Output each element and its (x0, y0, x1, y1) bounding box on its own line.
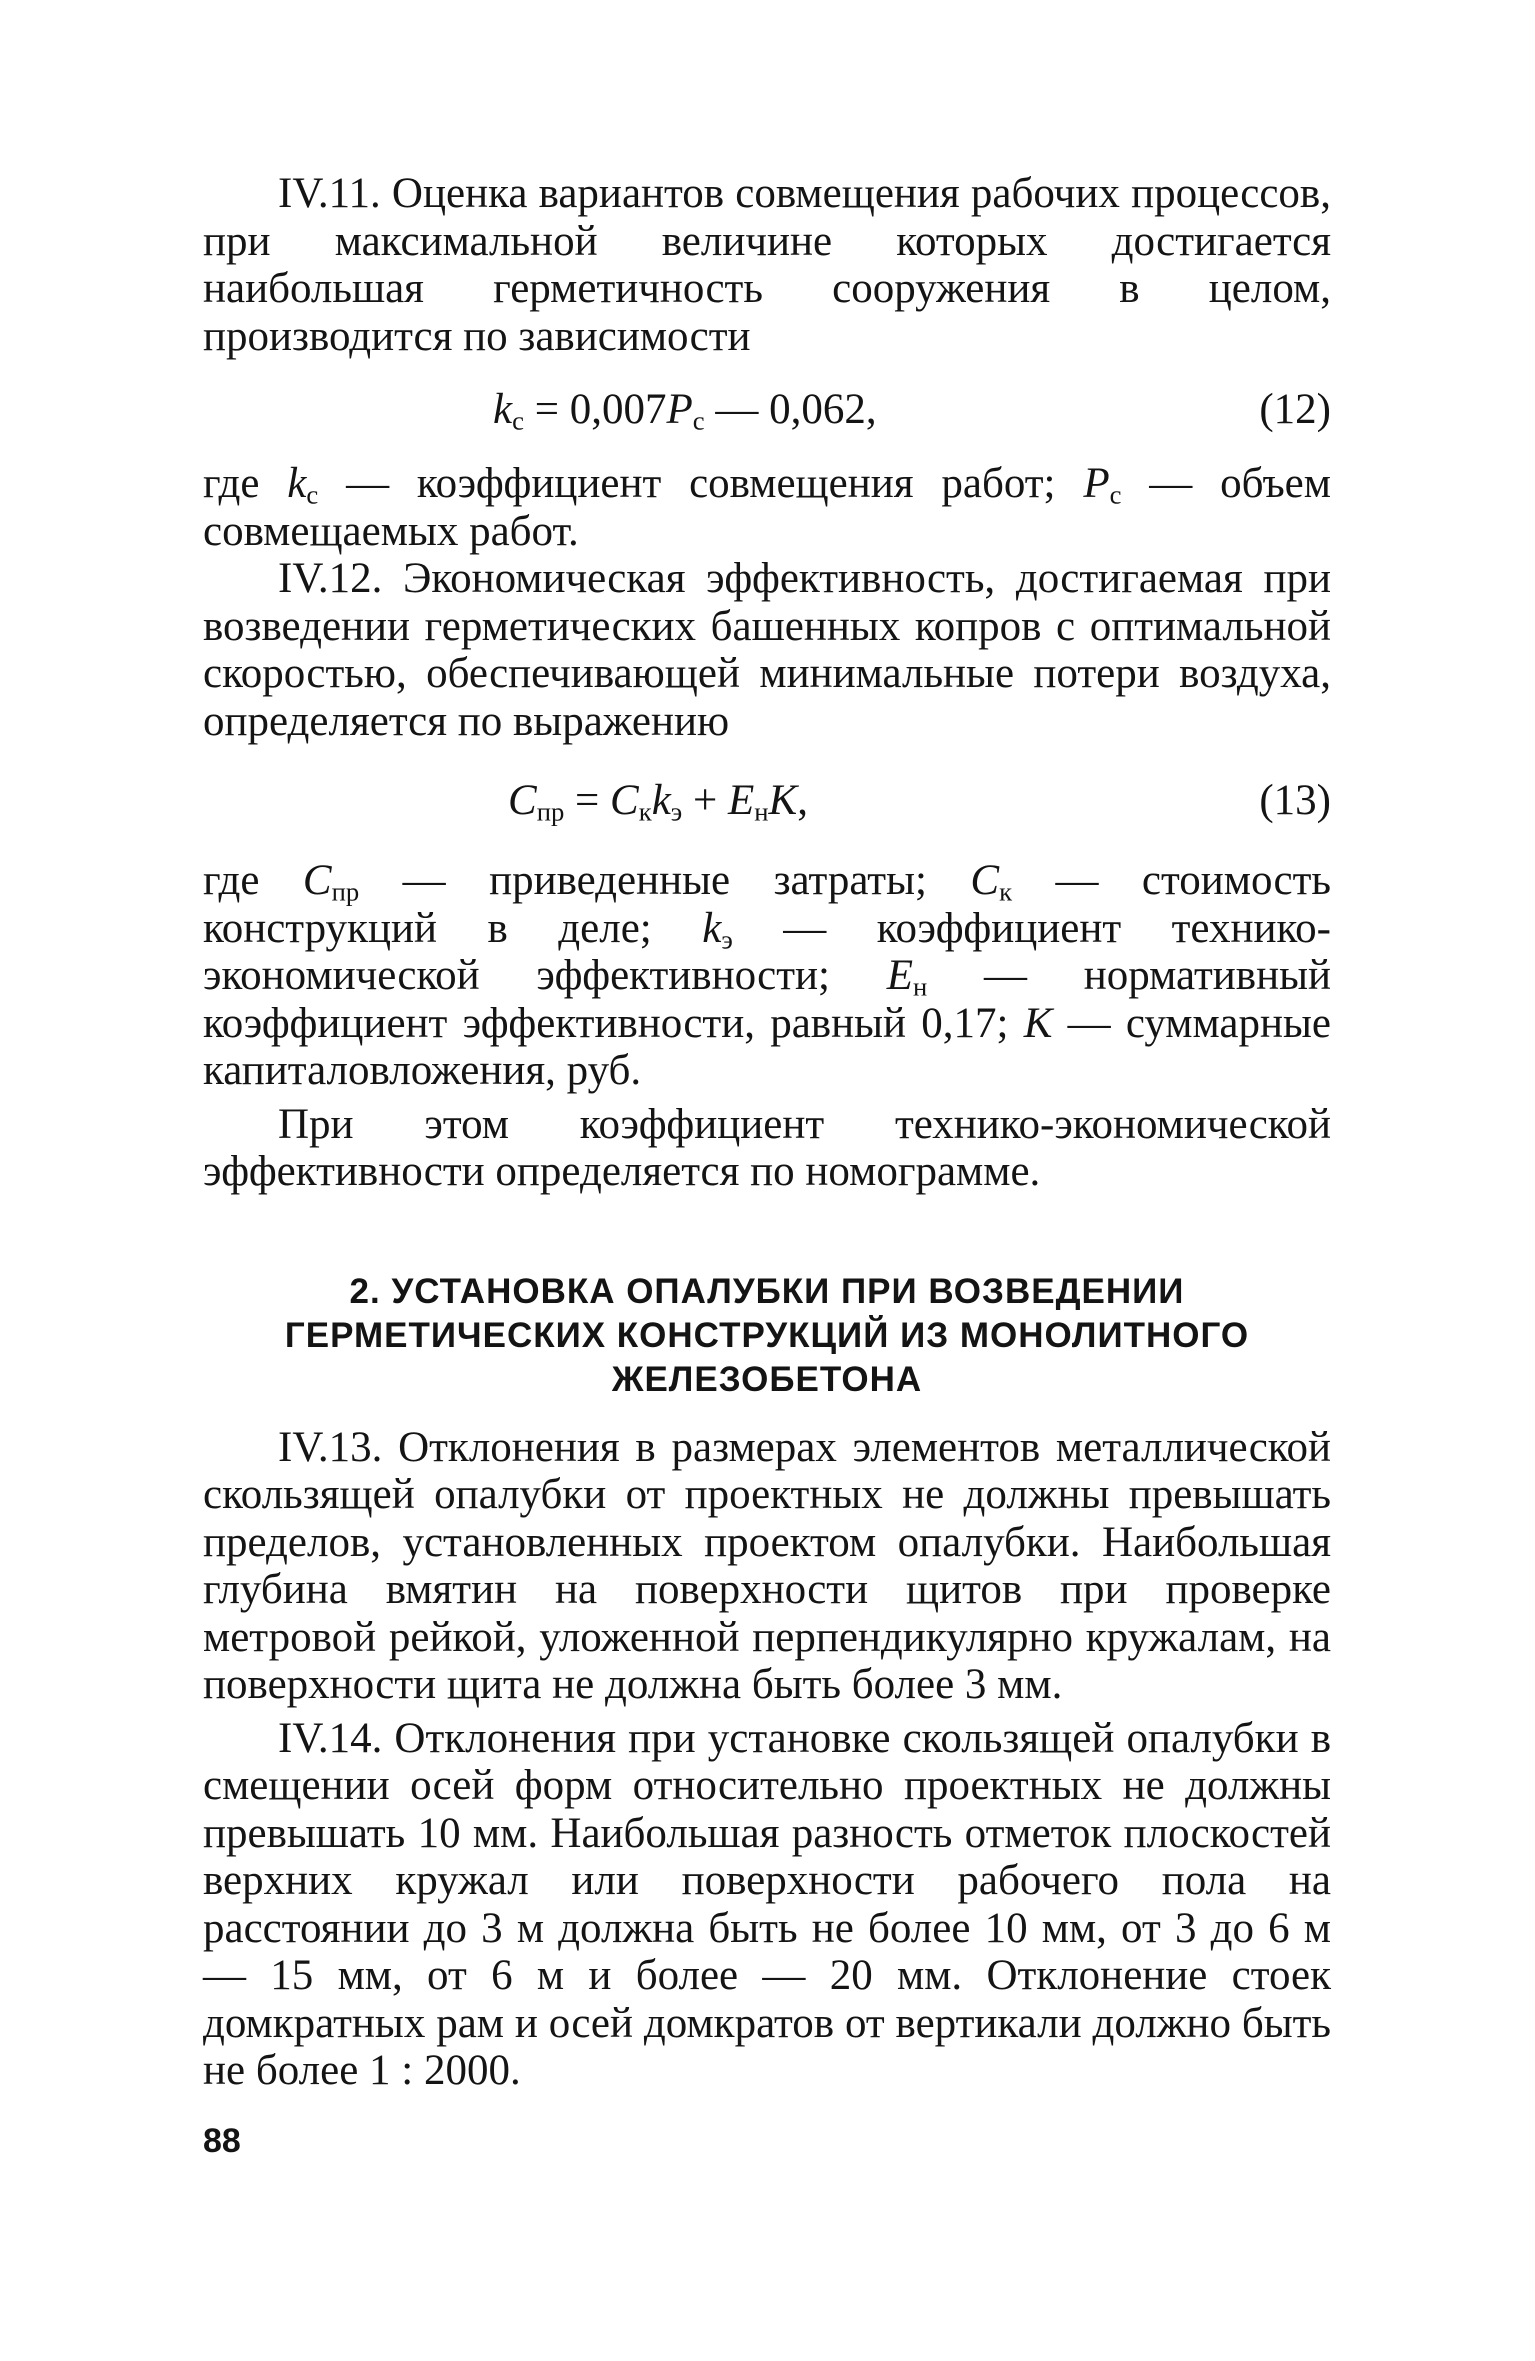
page-number: 88 (203, 2122, 241, 2160)
section-heading: 2. УСТАНОВКА ОПАЛУБКИ ПРИ ВОЗВЕДЕНИИ ГЕРМЕТИЧЕСКИХ КОНСТРУКЦИЙ ИЗ МОНОЛИТНОГО ЖЕЛЕЗОБЕТОНА (284, 1271, 1250, 1399)
formula-13-expression: $C_{пр} = C_кk_э + E_нK$, (508, 777, 808, 827)
formula-13 (203, 745, 1331, 857)
formula-12 (203, 360, 1331, 460)
paragraph-where-cpr: где $C_{пр}$ — приведенные затраты; $C_к$ — стоимость конструкций в деле; $k_э$ — коэффициент технико-экономической эффективности; $E_н$ — нормативный коэффициент эффективности, равный 0,17; K — суммарные капиталовложения, руб. (203, 857, 1332, 1094)
paragraph-iv-14: IV.14. Отклонения при установке скользящей опалубки в смещении осей форм относительно проектных не должны превышать 10 мм. Наибольшая разность отметок плоскостей верхних кружал или поверхности рабочего пола на расстоянии до 3 м должна быть не более 10 мм, от 3 до 6 м — 15 мм, от 6 м и более — 20 мм. Отклонение стоек домкратных рам и осей домкратов от вертикали должно быть не более 1 : 2000. (203, 1714, 1331, 2094)
formula-12-number: (12) (1259, 386, 1331, 433)
paragraph-where-kc: где $k_с$ — коэффициент совмещения работ; $P_с$ — объем совмещаемых работ. (203, 460, 1331, 555)
paragraph-iv-11: IV.11. Оценка вариантов совмещения рабочих процессов, при максимальной величине которых достигается наибольшая герметичность сооружения в целом, производится по зависимости (203, 170, 1331, 360)
formula-13-number: (13) (1259, 777, 1331, 824)
paragraph-nomogram: При этом коэффициент технико-экономической эффективности определяется по номограмме. (203, 1100, 1331, 1195)
paragraph-iv-13: IV.13. Отклонения в размерах элементов металлической скользящей опалубки от проектных не должны превышать пределов, установленных проектом опалубки. Наибольшая глубина вмятин на поверхности щитов при проверке метровой рейкой, уложенной перпендикулярно кружалам, на поверхности щита не должна быть более 3 мм. (203, 1423, 1331, 1708)
formula-12-expression: $k_с = 0,007P_с$ — 0,062, (493, 386, 877, 436)
paragraph-iv-12: IV.12. Экономическая эффективность, достигаемая при возведении герметических башенных копров с оптимальной скоростью, обеспечивающей минимальные потери воздуха, определяется по выражению (203, 555, 1331, 745)
text-column (203, 170, 1331, 2095)
